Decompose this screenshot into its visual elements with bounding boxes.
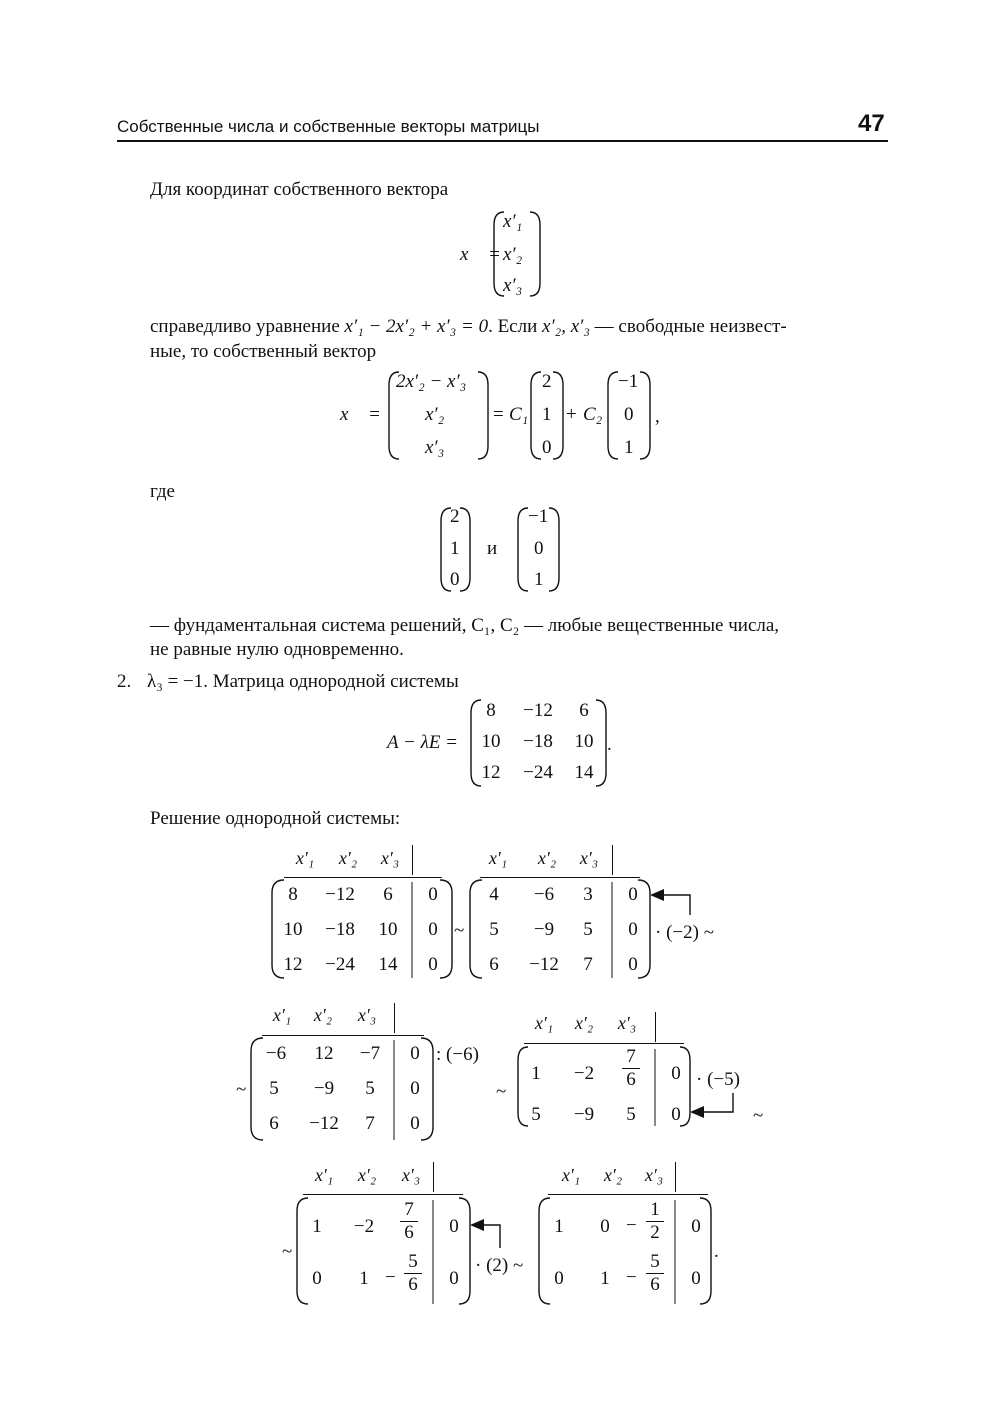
period: .	[714, 1241, 719, 1262]
word-gde: где	[150, 481, 175, 502]
tilde: ~	[753, 1105, 764, 1126]
m3-cell: −7	[359, 1043, 381, 1064]
m3-col-header: x′₂	[313, 1005, 333, 1025]
coef-c1: C₁	[509, 404, 529, 425]
m6-fraction-1	[646, 1199, 664, 1244]
m5-col-header: x′₁	[314, 1165, 334, 1185]
para-equation-text-1: справедливо уравнение	[150, 316, 340, 337]
para-equation-text-3: — свободные неизвест-	[594, 316, 787, 337]
m6-cell: 0	[691, 1268, 701, 1289]
eq-sign: =	[493, 404, 504, 425]
m2-cell: 0	[628, 919, 638, 940]
solution-label: Решение однородной системы:	[150, 808, 401, 829]
m1-col-header: x′₂	[338, 848, 358, 868]
basis2-entry-2: 0	[624, 404, 634, 425]
m2-cell: 5	[583, 919, 593, 940]
m4-cell: 1	[531, 1063, 541, 1084]
basis-a-entry-1: 2	[450, 506, 460, 527]
matrix-a-cell: 12	[481, 762, 501, 783]
m2-col-header: x′₁	[488, 848, 508, 868]
m5-cell: 0	[449, 1216, 459, 1237]
vector-x-entry-2: x′₂	[503, 244, 523, 265]
m4-col-header: x′₃	[617, 1013, 637, 1033]
matrix-a-cell: 10	[481, 731, 501, 752]
m3-cell: −6	[265, 1043, 287, 1064]
m3-col-header: x′₁	[272, 1005, 292, 1025]
m3-cell: 5	[365, 1078, 375, 1099]
matrix-a-cell: −18	[523, 731, 553, 752]
m3-cell: 0	[410, 1043, 420, 1064]
plus-sign: +	[566, 404, 577, 425]
m4-col-header: x′₁	[534, 1013, 554, 1033]
m5-frac2-num: 5	[408, 1251, 418, 1272]
m5-frac-den: 6	[404, 1222, 414, 1243]
m2-cell: 0	[628, 884, 638, 905]
item-text: λ₃ = −1. Матрица однородной системы	[147, 671, 459, 692]
para-fundamental-system: — фундаментальная система решений, C₁, C₂ — любые вещественные числа,	[150, 615, 780, 636]
gen-vector-entry-3: x′₃	[425, 437, 445, 458]
m6-minus-1: −	[626, 1215, 637, 1236]
m6-frac2-den: 6	[650, 1274, 660, 1295]
op-mult-2: · (2) ~	[475, 1255, 524, 1276]
word-and: и	[487, 538, 498, 559]
m1-cell: 0	[428, 954, 438, 975]
m4-cell: 5	[531, 1104, 541, 1125]
m5-cell: 1	[359, 1268, 369, 1289]
m4-frac-den: 6	[626, 1069, 636, 1090]
m6-col-header: x′₃	[644, 1165, 664, 1185]
para-equation-text-2: . Если	[488, 316, 538, 337]
m3-cell: 0	[410, 1113, 420, 1134]
m4-cell: 5	[626, 1104, 636, 1125]
matrix-a-cell: 6	[579, 700, 589, 721]
m3-cell: −9	[313, 1078, 335, 1099]
page-number: 47	[858, 110, 885, 137]
m3-col-header: x′₃	[357, 1005, 377, 1025]
m3-cell: −12	[309, 1113, 339, 1134]
para-fundamental-system-2: не равные нулю одновременно.	[150, 639, 404, 660]
matrix-a-lhs: A − λE =	[387, 732, 458, 753]
m3-cell: 0	[410, 1078, 420, 1099]
coef-c2: C₂	[583, 404, 603, 425]
m1-cell: −12	[325, 884, 355, 905]
m1-cell: −24	[325, 954, 355, 975]
basis1-entry-1: 2	[542, 371, 552, 392]
m6-cell: 1	[554, 1216, 564, 1237]
vector-x-entry-1: x′₁	[503, 211, 523, 232]
m5-col-header: x′₃	[401, 1165, 421, 1185]
vector-x-lhs: x⃗ =	[460, 244, 501, 265]
m3-cell: 12	[314, 1043, 334, 1064]
m2-cell: 7	[583, 954, 593, 975]
tilde: ~	[454, 920, 465, 941]
basis1-entry-3: 0	[542, 437, 552, 458]
running-header-title: Собственные числа и собственные векторы матрицы	[117, 117, 540, 136]
m1-cell: 6	[383, 884, 393, 905]
m1-col-header: x′₁	[295, 848, 315, 868]
basis-a-entry-2: 1	[450, 538, 460, 559]
m2-cell: −12	[529, 954, 559, 975]
m2-cell: −9	[533, 919, 555, 940]
matrix-a-cell: 10	[574, 731, 594, 752]
m2-cell: 4	[489, 884, 499, 905]
m1-cell: 0	[428, 919, 438, 940]
tilde: ~	[282, 1241, 293, 1262]
m4-cell: −9	[573, 1104, 595, 1125]
op-mult-neg5: · (−5)	[696, 1069, 740, 1090]
m1-cell: 10	[378, 919, 398, 940]
m6-frac2-num: 5	[650, 1251, 660, 1272]
free-vars: x′₂, x′₃	[542, 316, 590, 337]
gen-vector-entry-2: x′₂	[425, 404, 445, 425]
m5-cell: 0	[449, 1268, 459, 1289]
equation-inline: x′₁ − 2x′₂ + x′₃ = 0	[344, 316, 489, 337]
m3-cell: 5	[269, 1078, 279, 1099]
m2-col-header: x′₃	[579, 848, 599, 868]
matrix-a-cell: 8	[486, 700, 496, 721]
m4-cell: 0	[671, 1063, 681, 1084]
m2-col-header: x′₂	[537, 848, 557, 868]
m6-cell: 1	[600, 1268, 610, 1289]
m5-frac2-den: 6	[408, 1274, 418, 1295]
m6-fraction-2	[646, 1251, 664, 1296]
m2-cell: 0	[628, 954, 638, 975]
m5-minus: −	[385, 1267, 396, 1288]
m1-cell: 0	[428, 884, 438, 905]
para-eigenvector-coords: Для координат собственного вектора	[150, 179, 449, 200]
m3-cell: 7	[365, 1113, 375, 1134]
basis2-entry-1: −1	[618, 371, 639, 392]
m5-cell: 0	[312, 1268, 322, 1289]
m5-cell: 1	[312, 1216, 322, 1237]
m6-cell: 0	[691, 1216, 701, 1237]
para-equation-line-2: ные, то собственный вектор	[150, 341, 377, 362]
m2-cell: 6	[489, 954, 499, 975]
basis-a-entry-3: 0	[450, 569, 460, 590]
m1-cell: −18	[325, 919, 355, 940]
matrix-a-cell: −24	[523, 762, 553, 783]
m1-cell: 10	[283, 919, 303, 940]
m2-cell: 3	[583, 884, 593, 905]
m4-cell: 0	[671, 1104, 681, 1125]
matrix-a-cell: −12	[523, 700, 553, 721]
gen-vector-lhs: x⃗ =	[340, 404, 381, 425]
m6-frac-den: 2	[650, 1222, 660, 1243]
m6-cell: 0	[554, 1268, 564, 1289]
m1-cell: 14	[378, 954, 398, 975]
tilde: ~	[236, 1079, 247, 1100]
m5-cell: −2	[353, 1216, 375, 1237]
m1-cell: 12	[283, 954, 303, 975]
op-mult-neg2: · (−2) ~	[655, 922, 714, 943]
m4-col-header: x′₂	[574, 1013, 594, 1033]
matrix-a-cell: 14	[574, 762, 594, 783]
vector-x-entry-3: x′₃	[503, 275, 523, 296]
tilde: ~	[496, 1081, 507, 1102]
m6-col-header: x′₁	[561, 1165, 581, 1185]
m1-col-header: x′₃	[380, 848, 400, 868]
comma: ,	[655, 406, 660, 427]
m5-frac-num: 7	[404, 1199, 414, 1220]
m6-cell: 0	[600, 1216, 610, 1237]
gen-vector-entry-1: 2x′₂ − x′₃	[396, 371, 467, 392]
basis-b-entry-2: 0	[534, 538, 544, 559]
m6-minus-2: −	[626, 1267, 637, 1288]
basis-b-entry-1: −1	[528, 506, 549, 527]
m4-cell: −2	[573, 1063, 595, 1084]
m1-cell: 8	[288, 884, 298, 905]
basis1-entry-2: 1	[542, 404, 552, 425]
item-number: 2.	[117, 671, 132, 692]
m6-frac-num: 1	[650, 1199, 660, 1220]
basis-b-entry-3: 1	[534, 569, 544, 590]
m6-col-header: x′₂	[603, 1165, 623, 1185]
m4-frac-num: 7	[626, 1046, 636, 1067]
op-div-neg6: : (−6)	[436, 1044, 479, 1065]
period: .	[607, 734, 612, 755]
m2-cell: −6	[533, 884, 555, 905]
m5-col-header: x′₂	[357, 1165, 377, 1185]
basis2-entry-3: 1	[624, 437, 634, 458]
m2-cell: 5	[489, 919, 499, 940]
m3-cell: 6	[269, 1113, 279, 1134]
